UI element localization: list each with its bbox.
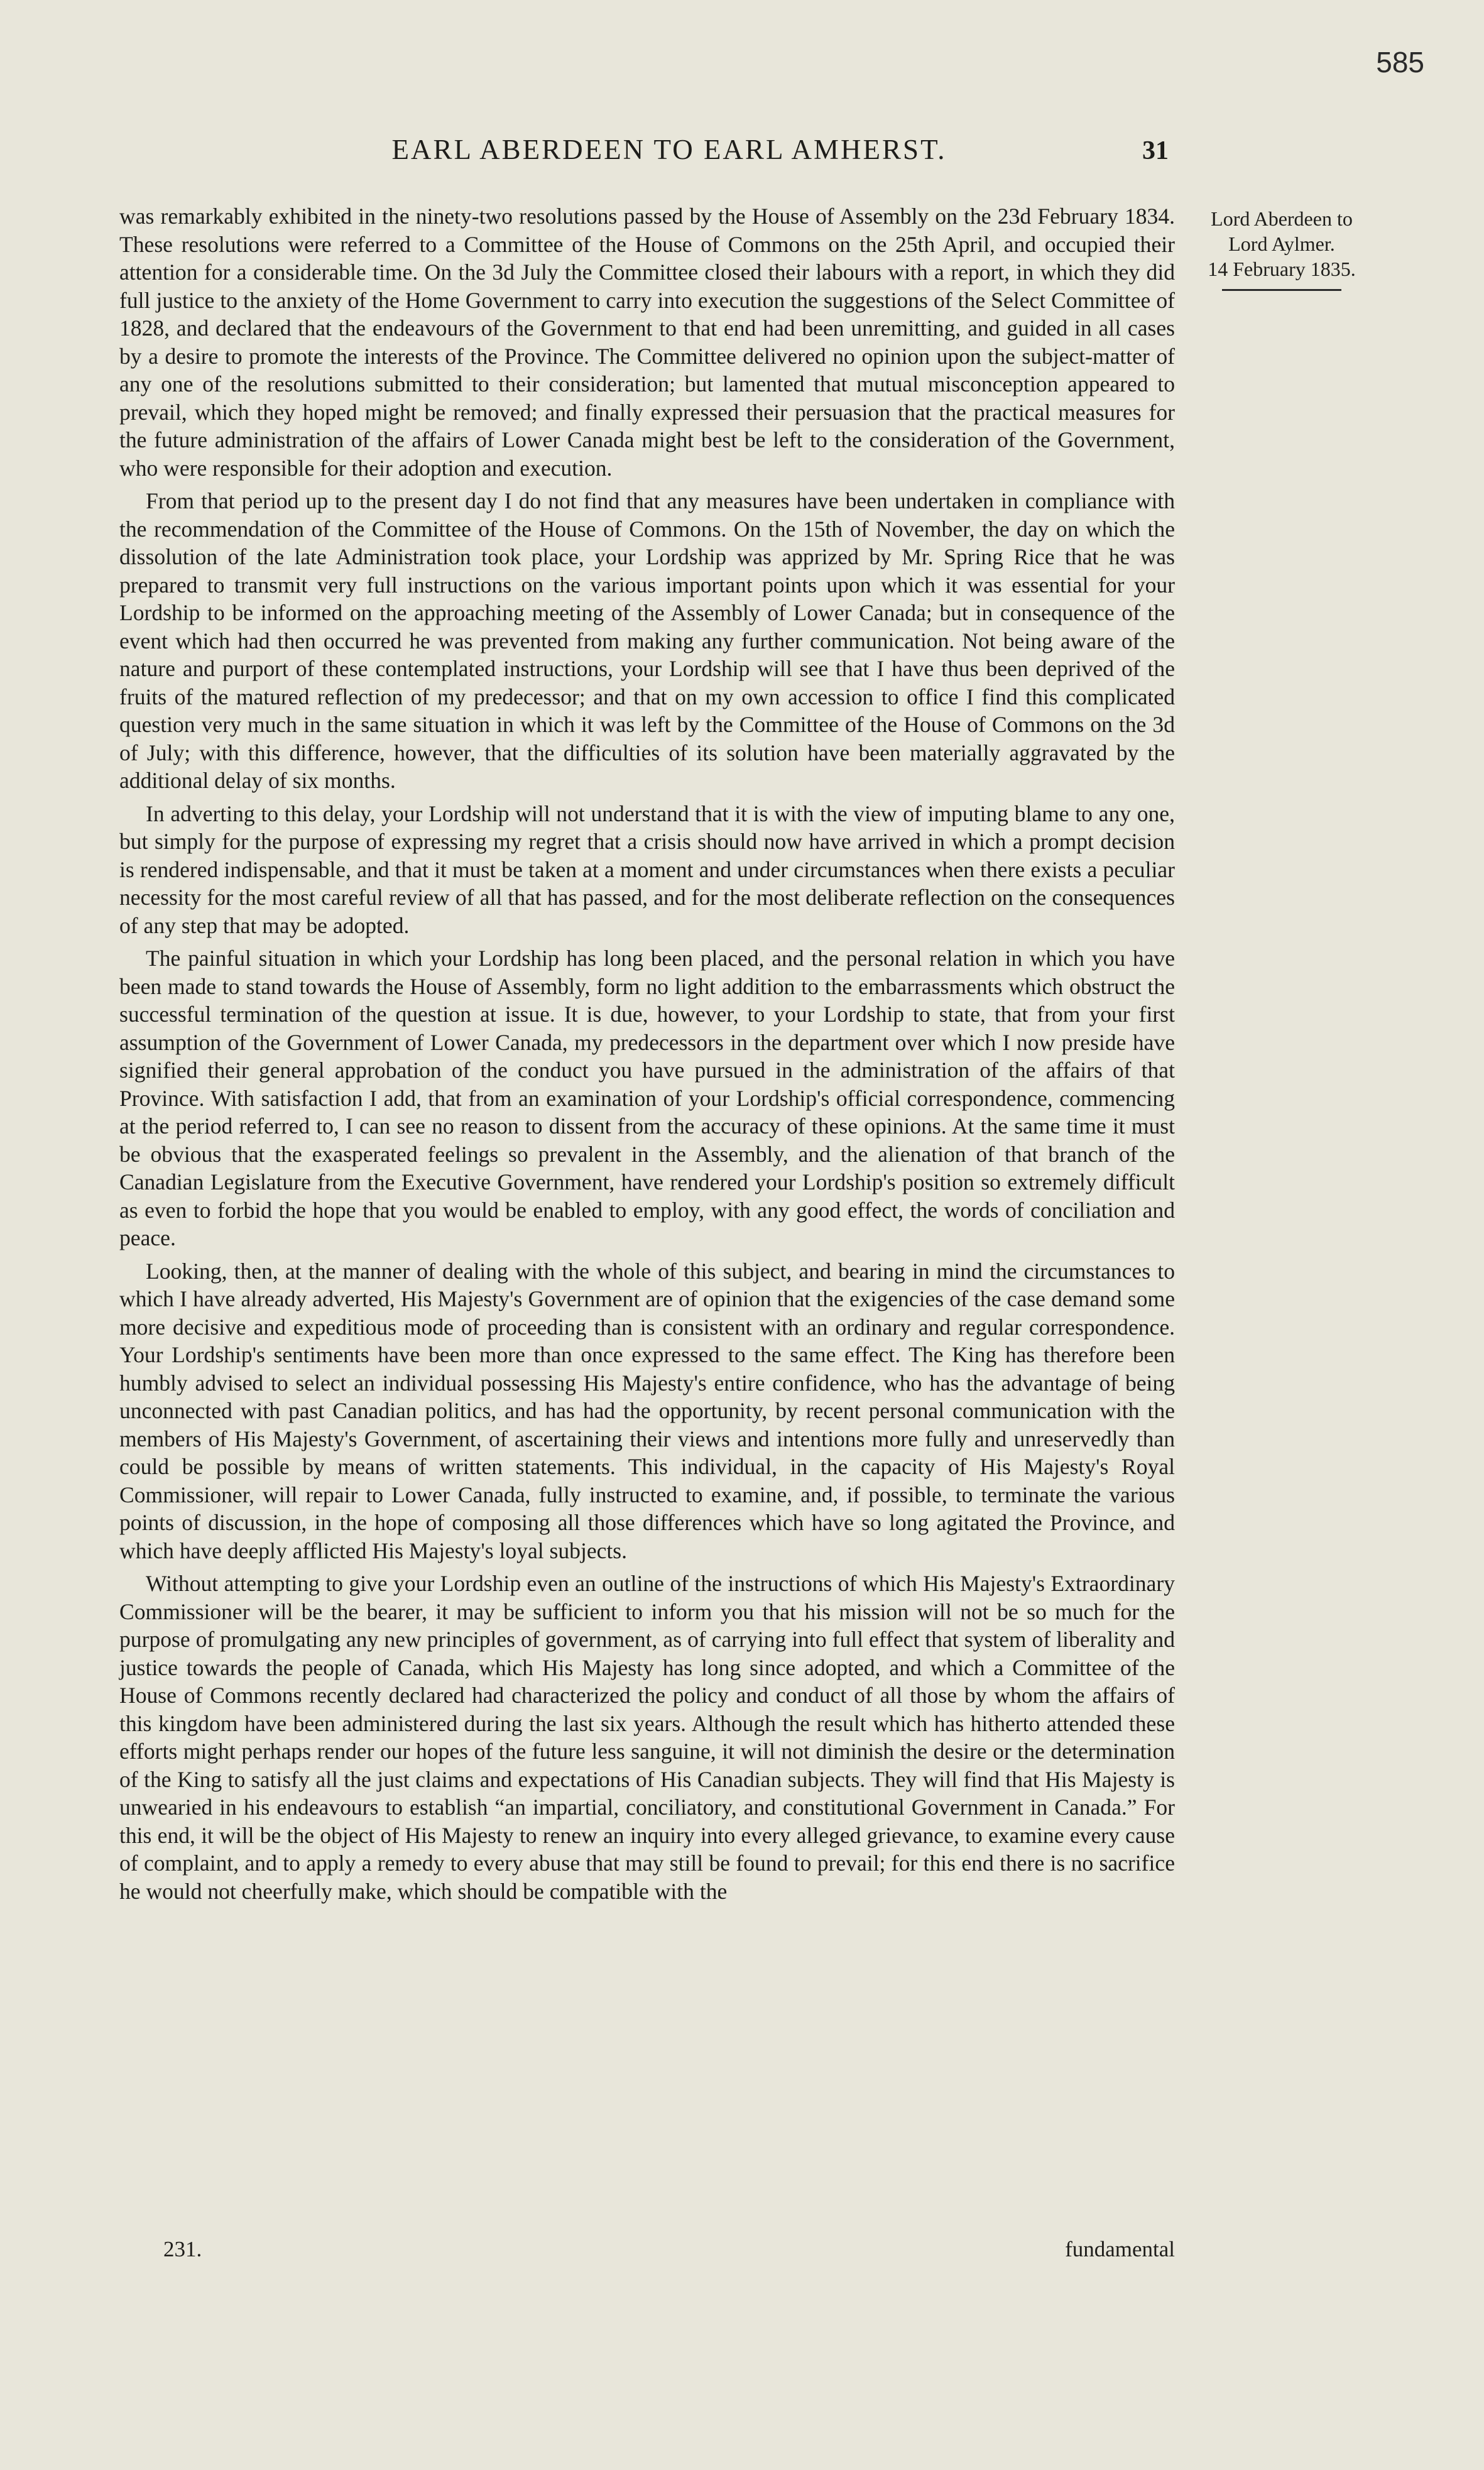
paragraph: Without attempting to give your Lordship even an outline of the instructions of which His Majesty's Extraordinary Commissioner will be the bearer, it may be sufficient to inform you that his mission will not be so much for the purpose of promulgating any new principles of government, as of carrying into full effect that system of liberality and justice towards the people of Canada, which His Majesty has long since adopted, and which a Committee of the House of Commons recently declared had characterized the policy and conduct of all those by whom the affairs of this kingdom have been administered during the last six years. Although the result which has hitherto attended these efforts might perhaps render our hopes of the future less sanguine, it will not diminish the desire or the determination of the King to satisfy all the just claims and expectations of His Canadian subjects. They will find that His Majesty is unwearied in his endeavours to establish “an impartial, conciliatory, and constitutional Government in Canada.” For this end, it will be the object of His Majesty to renew an inquiry into every alleged grievance, to examine every cause of complaint, and to apply a remedy to every abuse that may still be found to prevail; for this end there is no sacrifice he would not cheerfully make, which should be compatible with the — [119, 1571, 1175, 1904]
paragraph: From that period up to the present day I do not find that any measures have been undertaken in compliance with the recommendation of the Committee of the House of Commons. On the 15th of November, the day on which the dissolution of the late Administration took place, your Lordship was apprized by Mr. Spring Rice that he was prepared to transmit very full instructions on the various important points upon which it was essential for your Lordship to be informed on the approaching meeting of the Assembly of Lower Canada; but in consequence of the event which had then occurred he was prevented from making any further communication. Not being aware of the nature and purport of these contemplated instructions, your Lordship will see that I have thus been deprived of the fruits of the matured reflection of my predecessor; and that on my own accession to office I find this complicated question very much in the same situation in which it was left by the Committee of the House of Commons on the 3d of July; with this difference, however, that the difficulties of its solution have been materially aggravated by the additional delay of six months. — [119, 488, 1175, 793]
paragraph: was remarkably exhibited in the ninety-two resolutions passed by the House of Assembly on the 23d February 1834. These resolutions were referred to a Committee of the House of Commons on the 25th April, and occupied their attention for a considerable time. On the 3d July the Committee closed their labours with a report, in which they did full justice to the anxiety of the Home Government to carry into execution the suggestions of the Select Committee of 1828, and declared that the endeavours of the Government to that end had been unremitting, and guided in all cases by a desire to promote the interests of the Province. The Committee delivered no opinion upon the subject-matter of any one of the resolutions submitted to their consideration; but lamented that mutual misconception appeared to prevail, which they hoped might be removed; and finally expressed their persuasion that the practical measures for the future administration of the affairs of Lower Canada might best be left to the consideration of the Government, who were responsible for their adoption and execution. — [119, 204, 1175, 481]
running-head — [157, 133, 1181, 177]
signature-mark: 231. — [163, 2237, 202, 2261]
margin-note — [1181, 206, 1382, 291]
page-footer — [119, 2237, 1175, 2268]
paragraph: In adverting to this delay, your Lordship will not understand that it is with the view of imputing blame to any one, but simply for the purpose of expressing my regret that a crisis should now have arrived in which a prompt decision is rendered indispensable, and that it must be taken at a moment and under circumstances when there exists a peculiar necessity for the most careful review of all that has passed, and for the most deliberate reflection on the consequences of any step that may be adopted. — [119, 801, 1175, 938]
folio: 31 — [1142, 136, 1169, 165]
page-number: 585 — [1376, 46, 1424, 79]
paragraph: The painful situation in which your Lordship has long been placed, and the personal relation in which you have been made to stand towards the House of Assembly, form no light addition to the embarrassments which obstruct the successful termination of the question at issue. It is due, however, to your Lordship to state, that from your first assumption of the Government of Lower Canada, my predecessors in the department over which I now preside have signified their general approbation of the conduct you have pursued in the administration of the affairs of that Province. With satisfaction I add, that from an examination of your Lordship's official correspondence, commencing at the period referred to, I can see no reason to dissent from the accuracy of these opinions. At the same time it must be obvious that the exasperated feelings so prevalent in the Assembly, and the alienation of that branch of the Canadian Legislature from the Executive Government, have rendered your Lordship's position so extremely difficult as even to forbid the hope that you would be enabled to employ, with any good effect, the words of conciliation and peace. — [119, 946, 1175, 1250]
margin-note-rule — [1222, 289, 1341, 291]
letter-body — [119, 202, 1175, 1910]
margin-note-line: Lord Aberdeen to — [1211, 207, 1353, 230]
catchword: fundamental — [1065, 2237, 1175, 2261]
margin-note-line: 14 February 1835. — [1208, 258, 1356, 280]
margin-note-line: Lord Aylmer. — [1228, 232, 1335, 255]
running-title: EARL ABERDEEN TO EARL AMHERST. — [391, 134, 947, 165]
paragraph: Looking, then, at the manner of dealing with the whole of this subject, and bearing in mind the circumstances to which I have already adverted, His Majesty's Government are of opinion that the exigencies of the case demand some more decisive and expeditious mode of proceeding than is consistent with an ordinary and regular correspondence. Your Lordship's sentiments have been more than once expressed to the same effect. The King has therefore been humbly advised to select an individual possessing His Majesty's entire confidence, who has the advantage of being unconnected with past Canadian politics, and has had the opportunity, by recent personal communication with the members of His Majesty's Government, of ascertaining their views and intentions more fully and unreservedly than could be possible by means of written statements. This individual, in the capacity of His Majesty's Royal Commissioner, will repair to Lower Canada, fully instructed to examine, and, if possible, to terminate the various points of discussion, in the hope of composing all those differences which have so long agitated the Province, and which have deeply afflicted His Majesty's loyal subjects. — [119, 1258, 1175, 1563]
